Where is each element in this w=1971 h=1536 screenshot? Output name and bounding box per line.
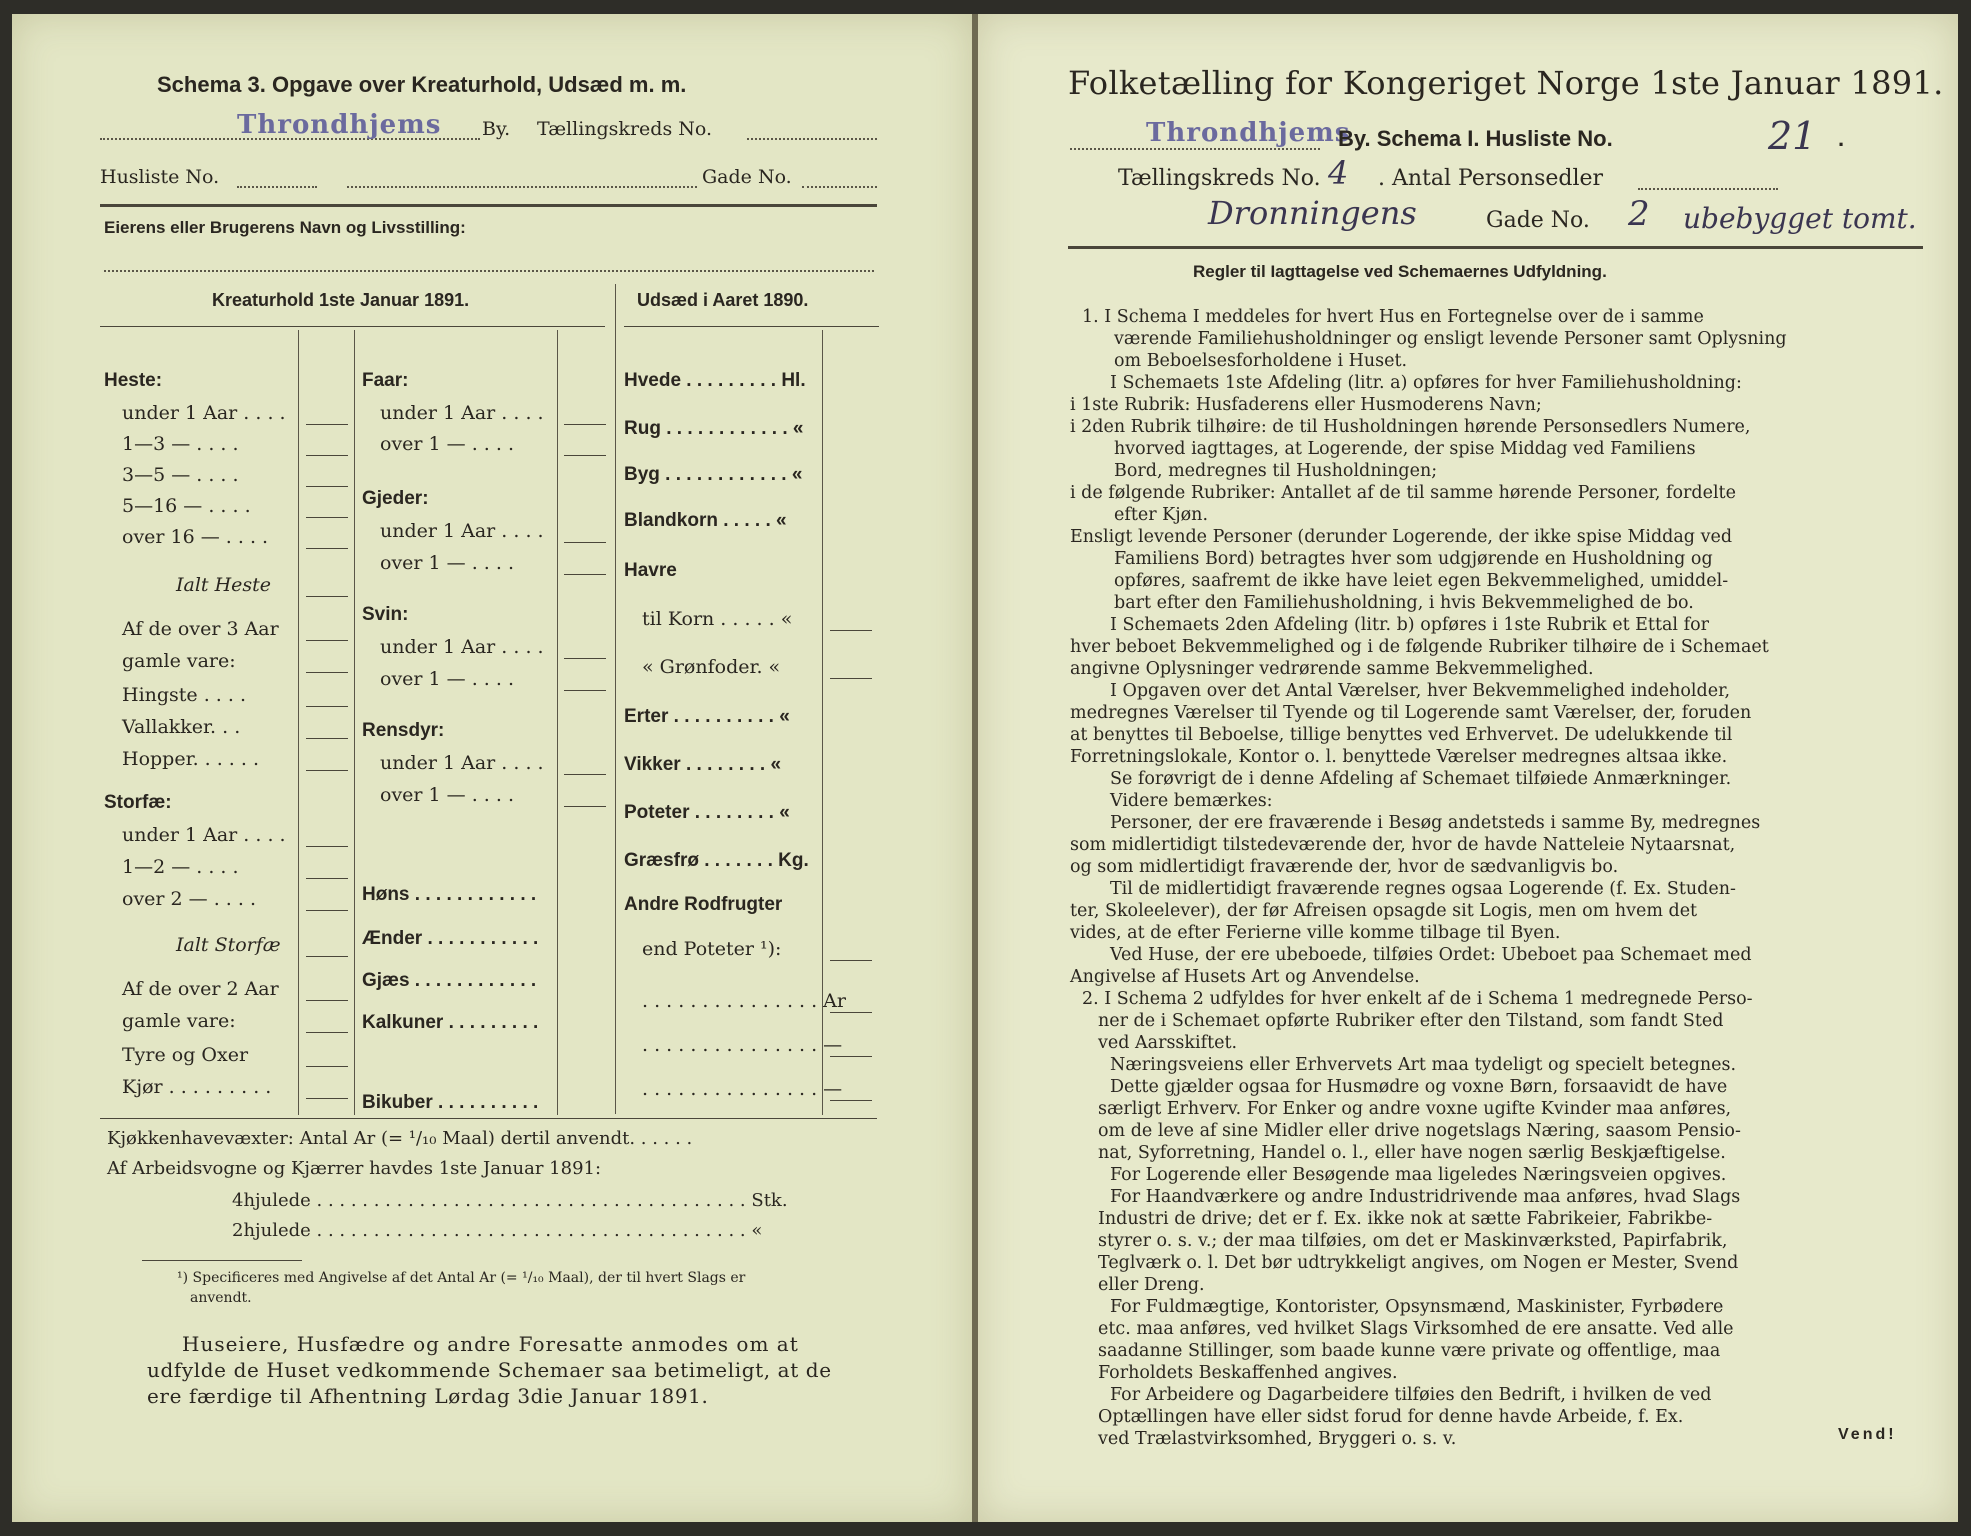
rule-line: Ved Huse, der ere ubeboede, tilføies Ordet: Ubeboet paa Schemaet med	[1110, 945, 1752, 965]
entry-line	[564, 574, 606, 575]
rule-line: Forretningslokale, Kontor o. l. benyttede Værelser medregnes altsaa ikke.	[1070, 747, 1728, 767]
footnote-line-2: anvendt.	[190, 1290, 252, 1306]
col2-row: Bikuber . . . . . . . . . .	[362, 1092, 539, 1113]
col2-row: Høns . . . . . . . . . . . .	[362, 884, 537, 905]
closing-line-3: ere færdige til Afhentning Lørdag 3die Januar 1891.	[147, 1384, 709, 1408]
entry-line	[564, 690, 606, 691]
rule-line: Ensligt levende Personer (derunder Logerende, der ikke spise Middag ved	[1070, 527, 1733, 547]
rule-line: Næringsveiens eller Erhvervets Art maa tydeligt og specielt betegnes.	[1110, 1055, 1737, 1075]
left-page-schema-3	[12, 14, 972, 1522]
col2-row: Svin:	[362, 604, 409, 625]
rule-line: efter Kjøn.	[1114, 505, 1209, 525]
entry-line	[306, 672, 348, 673]
gade-name-handwritten: Dronningens	[1208, 194, 1417, 232]
col2-row: under 1 Aar . . . .	[380, 520, 544, 542]
col2-row: Gjeder:	[362, 488, 429, 509]
rule-line: I Opgaven over det Antal Værelser, hver Bekvemmelighed indeholder,	[1110, 681, 1731, 701]
kreds-label-right: Tællingskreds No.	[1118, 166, 1321, 191]
entry-line	[830, 1056, 872, 1057]
entry-line	[306, 596, 348, 597]
rule-line: hver beboet Bekvemmelighed og i de følgende Rubriker tilhøire de i Schemaet	[1070, 637, 1769, 657]
schema-1-line: By. Schema I. Husliste No.	[1338, 126, 1613, 151]
entry-line	[306, 1032, 348, 1033]
entry-line	[564, 455, 606, 456]
col1-row: 1—2 — . . . .	[122, 856, 239, 878]
entry-line	[306, 706, 348, 707]
kreds-label: Tællingskreds No.	[537, 118, 712, 140]
gade-label-right: Gade No.	[1486, 208, 1590, 233]
col3-row: end Poteter ¹):	[642, 938, 782, 960]
col1-row: Hopper. . . . . .	[122, 748, 260, 770]
entry-line	[306, 548, 348, 549]
col2-row: over 1 — . . . .	[380, 668, 514, 690]
rule-line: nat, Syforretning, Handel o. l., eller have nogen særlig Beskjæftigelse.	[1098, 1143, 1726, 1163]
rule-line: vides, at de efter Ferierne ville komme tilbage til Byen.	[1070, 923, 1561, 943]
rule-line: om de leve af sine Midler eller drive nogetslags Næring, saasom Pensio-	[1098, 1121, 1741, 1141]
rule-line: Dette gjælder ogsaa for Husmødre og voxne Børn, forsaavidt de have	[1110, 1077, 1728, 1097]
rule-line: Til de midlertidigt fraværende regnes ogsaa Logerende (f. Ex. Studen-	[1110, 879, 1736, 899]
rule-line: i 1ste Rubrik: Husfaderens eller Husmoderens Navn;	[1070, 395, 1542, 415]
rule-line: medregnes Værelser til Tyende og til Logerende samt Værelser, der, foruden	[1070, 703, 1752, 723]
entry-line	[830, 1100, 872, 1101]
col1-row: over 16 — . . . .	[122, 526, 269, 548]
col2-row: over 1 — . . . .	[380, 433, 514, 455]
col1-row: gamle vare:	[122, 650, 236, 672]
rule-line: værende Familiehusholdninger og ensligt levende Personer samt Oplysning	[1114, 329, 1787, 349]
rule-line: eller Dreng.	[1098, 1275, 1205, 1295]
col1-row: Hingste . . . .	[122, 684, 246, 706]
entry-line	[306, 738, 348, 739]
col3-row: . . . . . . . . . . . . . . . —	[642, 1034, 843, 1056]
rule-line: ved Aarsskiftet.	[1098, 1033, 1238, 1053]
col1-row: Ialt Storfæ	[176, 934, 281, 956]
col2-row: Ænder . . . . . . . . . . .	[362, 928, 539, 949]
col1-row: Kjør . . . . . . . . .	[122, 1076, 272, 1098]
entry-line	[564, 542, 606, 543]
col3-row: . . . . . . . . . . . . . . . Ar	[642, 990, 846, 1012]
col1-row: Heste:	[104, 370, 163, 391]
closing-line-2: udfylde de Huset vedkommende Schemaer saa betimeligt, at de	[147, 1358, 832, 1382]
col1-row: 3—5 — . . . .	[122, 464, 239, 486]
col3-row: Havre	[624, 560, 677, 581]
kreds-number-handwritten: 4	[1328, 154, 1349, 192]
arbeidsvogne-line: Af Arbeidsvogne og Kjærrer havdes 1ste Januar 1891:	[107, 1158, 602, 1179]
col1-row: 5—16 — . . . .	[122, 495, 251, 517]
rule-line: I Schemaets 1ste Afdeling (litr. a) opføres for hver Familiehusholdning:	[1110, 373, 1742, 393]
col2-row: Rensdyr:	[362, 720, 445, 741]
col1-row: over 2 — . . . .	[122, 888, 256, 910]
vend-label: Vend!	[1838, 1426, 1897, 1443]
right-city-stamp: Throndhjems	[1146, 118, 1351, 148]
ubebygget-note-handwritten: ubebygget tomt.	[1683, 202, 1917, 235]
rule-line: bart efter den Familiehusholdning, i hvis Bekvemmelighed de bo.	[1114, 593, 1694, 613]
rule-line: Optællingen have eller sidst forud for denne havde Arbeide, f. Ex.	[1098, 1407, 1684, 1427]
entry-line	[306, 1000, 348, 1001]
rule-line: i de følgende Rubriker: Antallet af de til samme hørende Personer, fordelte	[1070, 483, 1736, 503]
rule-line: For Arbeidere og Dagarbeidere tilføies den Bedrift, i hvilken de ved	[1110, 1385, 1712, 1405]
entry-line	[306, 1098, 348, 1099]
entry-line	[830, 1012, 872, 1013]
gade-label: Gade No.	[702, 166, 792, 188]
rule-line: For Fuldmægtige, Kontorister, Opsynsmænd, Maskinister, Fyrbødere	[1110, 1297, 1724, 1317]
col2-row: under 1 Aar . . . .	[380, 752, 544, 774]
husliste-number-handwritten: 21	[1768, 114, 1817, 158]
col1-row: gamle vare:	[122, 1010, 236, 1032]
owner-label: Eierens eller Brugerens Navn og Livsstilling:	[104, 218, 466, 237]
col3-row: Byg . . . . . . . . . . . . «	[624, 464, 803, 485]
rule-line: For Logerende eller Besøgende maa ligeledes Næringsveien opgives.	[1110, 1165, 1727, 1185]
to-hjulede-line: 2hjulede . . . . . . . . . . . . . . . . . . . . . . . . . . . . . . . . . . . . . . «	[232, 1220, 763, 1241]
col3-row: Rug . . . . . . . . . . . . «	[624, 418, 804, 439]
rule-line: Forholdets Beskaffenhed angives.	[1098, 1363, 1398, 1383]
rule-line: I Schemaets 2den Afdeling (litr. b) opføres i 1ste Rubrik et Ettal for	[1110, 615, 1709, 635]
rule-line: Angivelse af Husets Art og Anvendelse.	[1070, 967, 1420, 987]
entry-line	[830, 678, 872, 679]
rules-title: Regler til Iagttagelse ved Schemaernes Udfyldning.	[1193, 262, 1607, 281]
udsaed-header: Udsæd i Aaret 1890.	[637, 290, 809, 310]
gade-number-handwritten: 2	[1628, 194, 1650, 234]
col3-row: Græsfrø . . . . . . . Kg.	[624, 850, 809, 871]
entry-line	[564, 806, 606, 807]
col1-row: Tyre og Oxer	[122, 1044, 249, 1066]
entry-line	[564, 658, 606, 659]
rule-line: og som midlertidigt fraværende der, hvor de sædvanligvis bo.	[1070, 857, 1619, 877]
col1-row: Vallakker. . .	[122, 716, 241, 738]
kreatur-header: Kreaturhold 1ste Januar 1891.	[212, 290, 470, 310]
col2-row: under 1 Aar . . . .	[380, 402, 544, 424]
rule-line: opføres, saafremt de ikke have leiet egen Bekvemmelighed, umiddel-	[1114, 571, 1729, 591]
rule-line: Se forøvrigt de i denne Afdeling af Schemaet tilføiede Anmærkninger.	[1110, 769, 1732, 789]
col2-row: over 1 — . . . .	[380, 552, 514, 574]
col3-row: til Korn . . . . . «	[642, 608, 793, 630]
entry-line	[306, 486, 348, 487]
col1-row: Storfæ:	[104, 792, 172, 813]
rule-line: om Beboelsesforholdene i Huset.	[1114, 351, 1408, 371]
by-label: By.	[482, 118, 511, 140]
col3-row: Hvede . . . . . . . . . Hl.	[624, 370, 806, 391]
entry-line	[306, 517, 348, 518]
col1-row: Af de over 3 Aar	[122, 618, 279, 640]
rule-line: Industri de drive; det er f. Ex. ikke nok at sætte Fabrikeier, Fabrikbe-	[1098, 1209, 1713, 1229]
antal-personsedler-label: . Antal Personsedler	[1378, 166, 1604, 191]
city-stamp: Throndhjems	[237, 110, 442, 140]
entry-line	[306, 878, 348, 879]
entry-line	[306, 640, 348, 641]
entry-line	[830, 960, 872, 961]
col2-row: Kalkuner . . . . . . . . .	[362, 1012, 539, 1033]
entry-line	[564, 774, 606, 775]
schema-3-title: Schema 3. Opgave over Kreaturhold, Udsæd m. m.	[157, 72, 687, 97]
col2-row: Gjæs . . . . . . . . . . . .	[362, 970, 537, 991]
rule-line: 2. I Schema 2 udfyldes for hver enkelt af de i Schema 1 medregnede Perso-	[1082, 989, 1753, 1009]
fire-hjulede-line: 4hjulede . . . . . . . . . . . . . . . . . . . . . . . . . . . . . . . . . . . . . . Stk.	[232, 1190, 788, 1211]
col3-row: Poteter . . . . . . . . «	[624, 802, 790, 823]
rule-line: Bord, medregnes til Husholdningen;	[1114, 461, 1438, 481]
rule-line: at benyttes til Beboelse, tillige benyttes ved Erhvervet. De udelukkende til	[1070, 725, 1733, 745]
rule-line: ter, Skoleelever), der før Afreisen opsagde sit Logis, men om hvem det	[1070, 901, 1698, 921]
col3-row: Erter . . . . . . . . . . «	[624, 706, 790, 727]
rule-line: For Haandværkere og andre Industridrivende maa anføres, hvad Slags	[1110, 1187, 1741, 1207]
footnote-line-1: ¹) Specificeres med Angivelse af det Antal Ar (= ¹/₁₀ Maal), der til hvert Slags er	[177, 1270, 746, 1286]
right-page-schema-1: Folketælling for Kongeriget Norge 1ste Januar 1891. Throndhjems By. Schema I. Husliste No. 21 . Tællingskreds No. 4 . Antal Personsedler Dronningens Gade No. 2 ubebygget tomt. Regler til Iagttagelse ved Schemaernes Udfyldning. 1. I Schema I meddeles for hvert Hus en Fortegnelse over de i samme værende Familiehusholdninger og ensligt levende Personer samt Oplysning om Beboelsesforholdene i Huset. I Schemaets 1ste Afdeling (litr. a) opføres for hver Familiehusholdning: i 1ste Rubrik: Husfaderens eller Husmoderens Navn; i 2den Rubrik tilhøire: de til Husholdningen hørende Personsedlers Numere, hvorved iagttages, at Logerende, der spise Middag ved Familiens Bord, medregnes til Husholdningen; i de følgende Rubriker: Antallet af de til samme hørende Personer, fordelte efter Kjøn. Ensligt levende Personer (derunder Logerende, der ikke spise Middag ved Familiens Bord) betragtes hver som udgjørende en Husholdning og opføres, saafremt de ikke have leiet egen Bekvemmelighed, umiddel- bart efter den Familiehusholdning, i hvis Bekvemmelighed de bo. I Schemaets 2den Afdeling (litr. b) opføres i 1ste Rubrik et Ettal for hver beboet Bekvemmelighed og i de følgende Rubriker tilhøire de i Schemaet angivne Oplysninger vedrørende samme Bekvemmelighed. I Opgaven over det Antal Værelser, hver Bekvemmelighed indeholder, medregnes Værelser til Tyende og til Logerende samt Værelser, der, foruden at benyttes til Beboelse, tillige benyttes ved Erhvervet. De udelukkende til Forretningslokale, Kontor o. l. benyttede Værelser medregnes altsaa ikke. Se forøvrigt de i denne Afdeling af Schemaet tilføiede Anmærkninger. Videre bemærkes: Personer, der ere fraværende i Besøg andetsteds i samme By, medregnes som midlertidigt tilstedeværende der, hvor de havde Natteleie Nytaarsnat, og som midlertidigt fraværende der, hvor de sædvanligvis bo. Til de midlertidigt fraværende regnes ogsaa Logerende (f. Ex. Studen- ter, Skoleelever), der før Afreisen opsagde sit Logis, men om hvem det vides, at de efter Ferierne ville komme tilbage til Byen. Ved Huse, der ere ubeboede, tilføies Ordet: Ubeboet paa Schemaet med Angivelse af Husets Art og Anvendelse. 2. I Schema 2 udfyldes for hver enkelt af de i Schema 1 medregnede Perso- ner de i Schemaet opførte Rubriker efter den Tilstand, som fandt Sted ved Aarsskiftet. Næringsveiens eller Erhvervets Art maa tydeligt og specielt betegnes. Dette gjælder ogsaa for Husmødre og voxne Børn, forsaavidt de have særligt Erhverv. For Enker og andre voxne ugifte Kvinder maa anføres, om de leve af sine Midler eller drive nogetslags Næring, saasom Pensio- nat, Syforretning, Handel o. l., eller have nogen særlig Beskjæftigelse. For Logerende eller Besøgende maa ligeledes Næringsveien opgives. For Haandværkere og andre Industridrivende maa anføres, hvad Slags Industri de drive; det er f. Ex. ikke nok at sætte Fabrikeier, Fabrikbe- styrer o. s. v.; der maa tilføies, om det er Maskinværksted, Papirfabrik, Teglværk o. l. Det bør udtrykkeligt angives, om Nogen er Mester, Svend eller Dreng. For Fuldmægtige, Kontorister, Opsynsmænd, Maskinister, Fyrbødere etc. maa anføres, ved hvilket Slags Virksomhed de ere ansatte. Ved alle saadanne Stillinger, som baade kunne være private og offentlige, maa Forholdets Beskaffenhed angives. For Arbeidere og Dagarbeidere tilføies den Bedrift, i hvilken de ved Optællingen have eller sidst forud for denne havde Arbeide, f. Ex. ved Trælastvirksomhed, Bryggeri o. s. v. Vend!	[978, 14, 1958, 1522]
entry-line	[306, 770, 348, 771]
kjokkenhave-line: Kjøkkenhavevæxter: Antal Ar (= ¹/₁₀ Maal) dertil anvendt. . . . . .	[107, 1128, 693, 1149]
rule-line: saadanne Stillinger, som baade kunne være private og offentlige, maa	[1098, 1341, 1721, 1361]
rule-line: 1. I Schema I meddeles for hvert Hus en Fortegnelse over de i samme	[1082, 307, 1704, 327]
rule-line: Personer, der ere fraværende i Besøg andetsteds i samme By, medregnes	[1110, 813, 1761, 833]
closing-line-1: Huseiere, Husfædre og andre Foresatte anmodes om at	[182, 1332, 799, 1356]
rule-line: styrer o. s. v.; der maa tilføies, om det er Maskinværksted, Papirfabrik,	[1098, 1231, 1728, 1251]
rule-line: i 2den Rubrik tilhøire: de til Husholdningen hørende Personsedlers Numere,	[1070, 417, 1751, 437]
col1-row: Af de over 2 Aar	[122, 978, 279, 1000]
entry-line	[564, 424, 606, 425]
col3-row: Andre Rodfrugter	[624, 894, 783, 915]
rule-line: særligt Erhverv. For Enker og andre voxne ugifte Kvinder maa anføres,	[1098, 1099, 1732, 1119]
entry-line	[306, 910, 348, 911]
entry-line	[306, 424, 348, 425]
entry-line	[830, 630, 872, 631]
rule-line: Videre bemærkes:	[1110, 791, 1273, 811]
col3-row: Blandkorn . . . . . «	[624, 510, 787, 531]
col3-row: . . . . . . . . . . . . . . . —	[642, 1078, 843, 1100]
col1-row: under 1 Aar . . . .	[122, 824, 286, 846]
col3-row: « Grønfoder. «	[642, 656, 781, 678]
husliste-label: Husliste No.	[100, 166, 220, 188]
rule-line: ner de i Schemaet opførte Rubriker efter den Tilstand, som fandt Sted	[1098, 1011, 1724, 1031]
col1-row: Ialt Heste	[176, 574, 272, 596]
census-title: Folketælling for Kongeriget Norge 1ste Januar 1891.	[1068, 64, 1944, 102]
col1-row: 1—3 — . . . .	[122, 433, 239, 455]
entry-line	[306, 455, 348, 456]
entry-line	[306, 846, 348, 847]
entry-line	[306, 956, 348, 957]
col1-row: under 1 Aar . . . .	[122, 402, 286, 424]
rule-line: Familiens Bord) betragtes hver som udgjørende en Husholdning og	[1114, 549, 1713, 569]
rules-text	[1070, 306, 1930, 1450]
rule-line: Teglværk o. l. Det bør udtrykkeligt angives, om Nogen er Mester, Svend	[1098, 1253, 1739, 1273]
col2-row: under 1 Aar . . . .	[380, 636, 544, 658]
rule-line: hvorved iagttages, at Logerende, der spise Middag ved Familiens	[1114, 439, 1696, 459]
rule-line: angivne Oplysninger vedrørende samme Bekvemmelighed.	[1070, 659, 1594, 679]
rule-line: ved Trælastvirksomhed, Bryggeri o. s. v.	[1098, 1429, 1457, 1449]
col2-row: Faar:	[362, 370, 409, 391]
col2-row: over 1 — . . . .	[380, 784, 514, 806]
col3-row: Vikker . . . . . . . . «	[624, 754, 782, 775]
rule-line: etc. maa anføres, ved hvilket Slags Virksomhed de ere ansatte. Ved alle	[1098, 1319, 1734, 1339]
entry-line	[306, 1066, 348, 1067]
rule-line: som midlertidigt tilstedeværende der, hvor de havde Natteleie Nytaarsnat,	[1070, 835, 1736, 855]
